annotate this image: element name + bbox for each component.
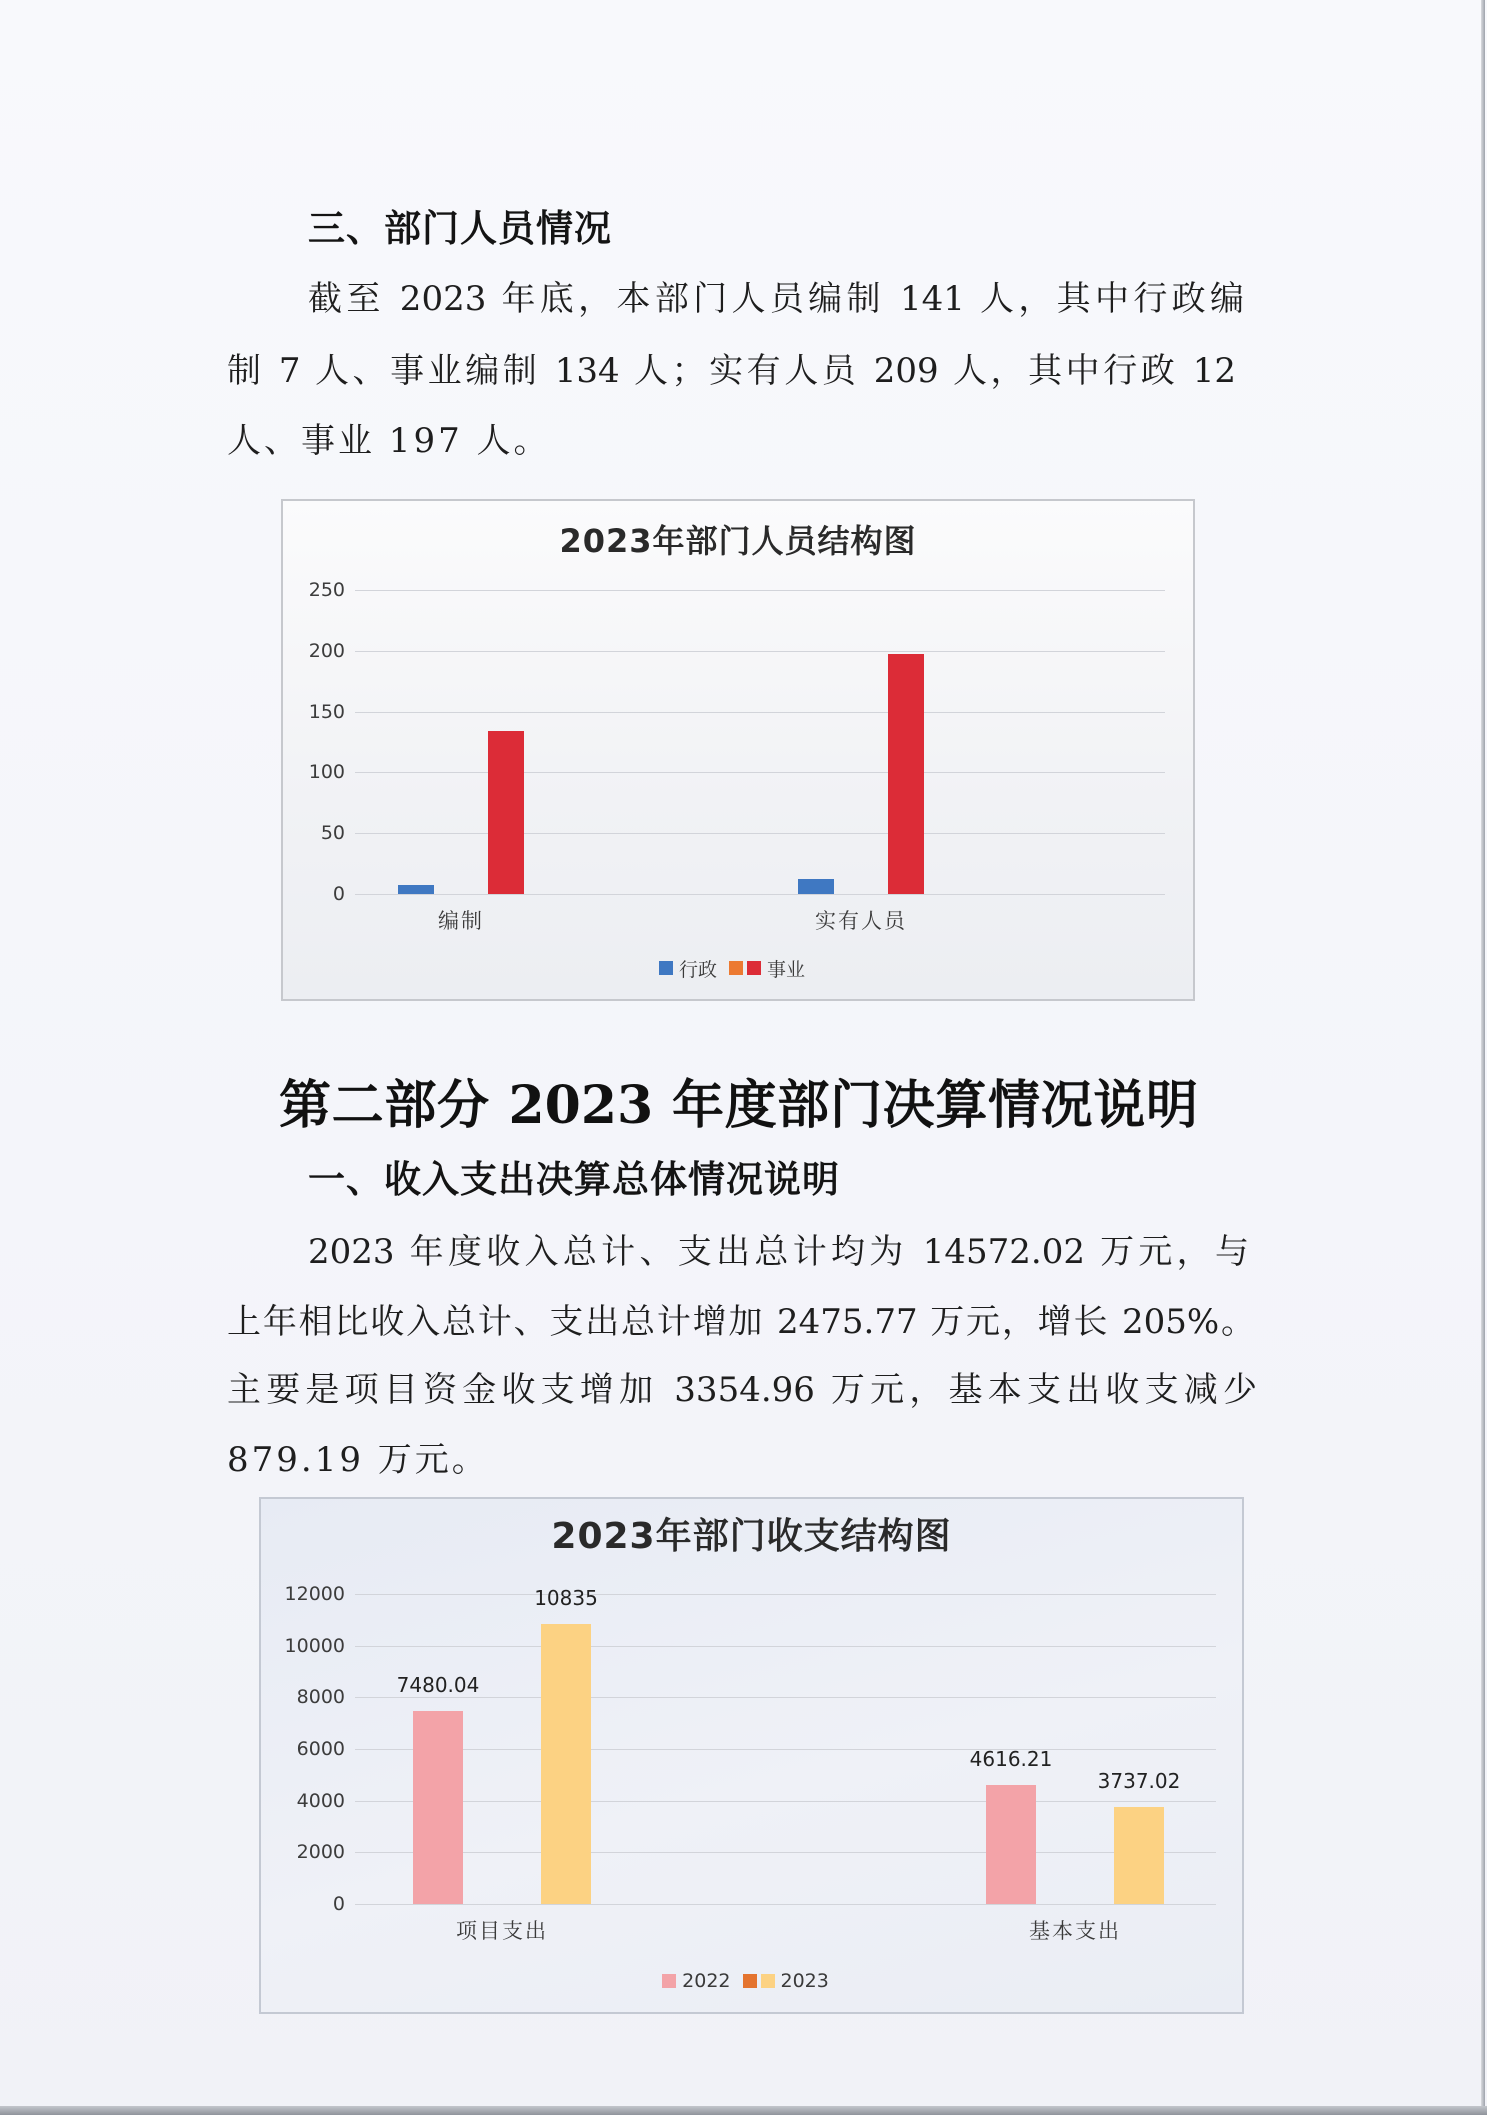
data-label: 7480.04 [396,1673,480,1697]
bar-series-3-category-1 [541,1624,591,1904]
section-heading-personnel: 三、部门人员情况 [308,207,612,250]
part-title: 第二部分 2023 年度部门决算情况说明 [279,1075,1198,1136]
paragraph-line: 人、事业 197 人。 [227,421,551,461]
x-tick-label: 实有人员 [815,909,907,933]
data-label: 4616.21 [969,1747,1053,1771]
legend-swatch [747,961,761,975]
legend [283,956,1193,980]
gridline [355,772,1165,773]
section-heading-income-expense: 一、收入支出决算总体情况说明 [308,1158,840,1201]
y-tick-label: 10000 [284,1635,345,1657]
gridline [355,894,1165,895]
y-tick-label: 8000 [296,1686,345,1708]
gridline [355,1594,1216,1595]
y-tick-label: 200 [308,640,345,662]
gridline [355,1801,1216,1802]
gridline [355,712,1165,713]
bar-series-1-category-2 [798,879,834,894]
gridline [355,1697,1216,1698]
legend-swatch [729,961,743,975]
legend-label: 2023 [780,1970,829,1992]
bar-series-1-category-2 [986,1785,1036,1904]
gridline [355,1749,1216,1750]
x-tick-label: 编制 [438,909,484,933]
gridline [355,1904,1216,1905]
x-tick-label: 项目支出 [456,1919,548,1943]
y-tick-label: 100 [308,761,345,783]
y-tick-label: 4000 [296,1790,345,1812]
bar-series-3-category-2 [1114,1807,1164,1904]
y-tick-label: 0 [332,883,345,905]
paragraph-line: 主要是项目资金收支增加 3354.96 万元，基本支出收支减少 [227,1370,1257,1410]
y-tick-label: 150 [308,701,345,723]
y-tick-label: 12000 [284,1583,345,1605]
paragraph-line: 879.19 万元。 [227,1440,489,1480]
gridline [355,1852,1216,1853]
paragraph-line: 截至 2023 年底，本部门人员编制 141 人，其中行政编 [308,279,1244,319]
bar-series-3-category-2 [888,654,924,894]
chart-personnel [281,499,1195,1001]
bar-series-1-category-1 [398,885,434,894]
y-tick-label: 6000 [296,1738,345,1760]
bar-series-3-category-1 [488,731,524,894]
paragraph-line: 制 7 人、事业编制 134 人；实有人员 209 人，其中行政 12 [227,351,1236,391]
legend-label: 2022 [682,1970,731,1992]
gridline [355,833,1165,834]
chart-budget [259,1497,1244,2014]
gridline [355,1646,1216,1647]
y-tick-label: 2000 [296,1841,345,1863]
legend-swatch [659,961,673,975]
gridline [355,651,1165,652]
legend [261,1969,1242,1993]
legend-swatch [743,1974,757,1988]
y-tick-label: 250 [308,579,345,601]
scan-edge-bottom [0,2106,1487,2115]
legend-swatch [662,1974,676,1988]
x-tick-label: 基本支出 [1029,1919,1121,1943]
chart-title: 2023年部门收支结构图 [551,1516,952,1557]
bar-series-1-category-1 [413,1711,463,1904]
paragraph-line: 2023 年度收入总计、支出总计均为 14572.02 万元，与 [308,1232,1249,1272]
y-tick-label: 50 [320,822,345,844]
data-label: 3737.02 [1097,1769,1181,1793]
y-tick-label: 0 [332,1893,345,1915]
paragraph-line: 上年相比收入总计、支出总计增加 2475.77 万元，增长 205%。 [227,1302,1255,1342]
legend-swatch [761,1974,775,1988]
scan-edge-right [1481,0,1485,2108]
chart-title: 2023年部门人员结构图 [559,522,917,560]
legend-label: 事业 [767,958,806,981]
data-label: 10835 [534,1586,598,1610]
gridline [355,590,1165,591]
legend-label: 行政 [678,958,717,981]
